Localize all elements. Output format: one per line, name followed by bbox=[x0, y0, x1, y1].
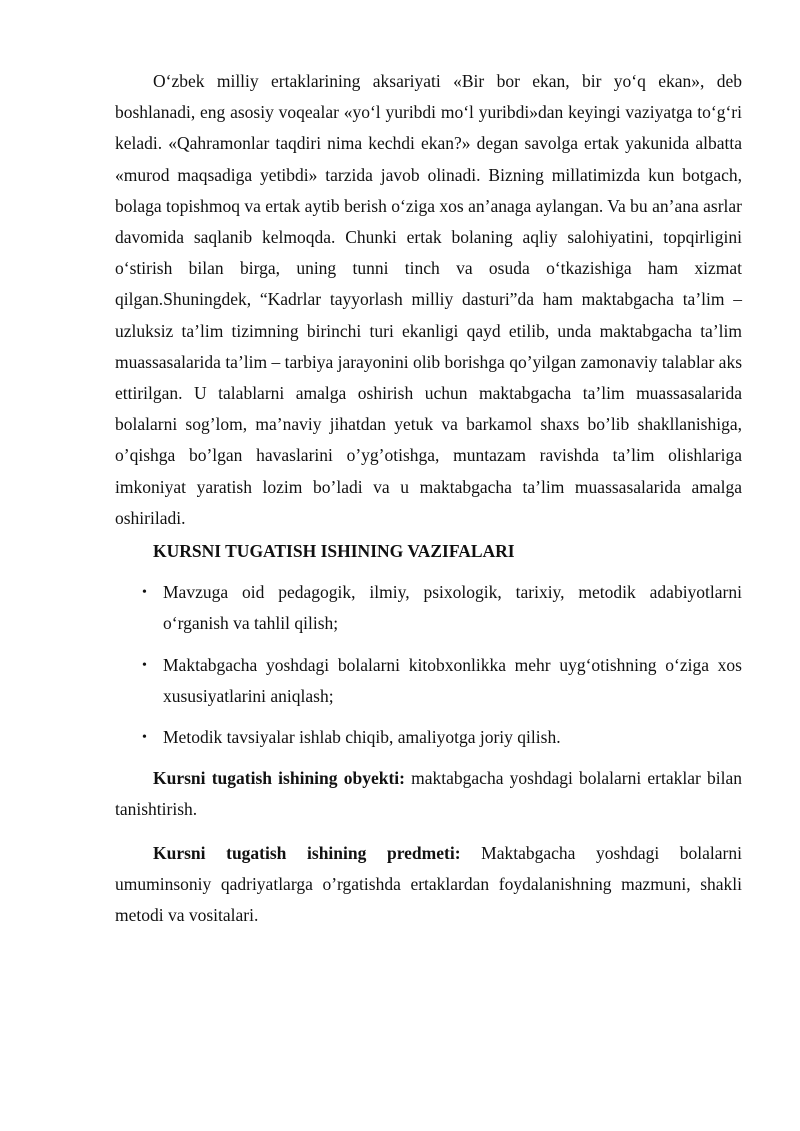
bullet-icon: • bbox=[142, 730, 147, 746]
tasks-list bbox=[115, 577, 742, 753]
list-item bbox=[115, 722, 742, 753]
task-text: Mavzuga oid pedagogik, ilmiy, psixologik, tarixiy, metodik adabiyotlarni o‘rganish va tahlil qilish; bbox=[163, 582, 742, 634]
list-item bbox=[115, 650, 742, 712]
intro-paragraph: O‘zbek milliy ertaklarining aksariyati «Bir bor ekan, bir yo‘q ekan», deb boshlanadi, eng asosiy voqealar «yo‘l yuribdi mo‘l yuribdi»dan keyingi vaziyatga to‘g‘ri keladi. «Qahramonlar taqdiri nima kechdi ekan?» degan savolga ertak yakunida albatta «murod maqsadiga yetibdi» tarzida javob olinadi. Bizning millatimizda kun botgach, bolaga topishmoq va ertak aytib berish o‘ziga xos an’anaga aylangan. Va bu an’ana asrlar davomida saqlanib kelmoqda. Chunki ertak bolaning aqliy salohiyatini, topqirligini o‘stirish bilan birga, uning tunni tinch va osuda o‘tkazishiga ham xizmat qilgan.Shuningdek, “Kadrlar tayyorlash milliy dasturi”da ham maktabgacha ta’lim – uzluksiz ta’lim tizimning birinchi turi ekanligi qayd etilib, unda maktabgacha ta’lim muassasalarida ta’lim – tarbiya jarayonini olib borishga qo’yilgan zamonaviy talablar aks ettirilgan. U talablarni amalga oshirish uchun maktabgacha ta’lim muassasalarida bolalarni sog’lom, ma’naviy jihatdan yetuk va barkamol shaxs bo’lib shakllanishiga, o’qishga bo’lgan havaslarini o’yg’otishga, muntazam ravishda ta’lim olishlariga imkoniyat yaratish lozim bo’ladi va u maktabgacha ta’lim muassasalarida amalga oshiriladi. bbox=[115, 71, 742, 528]
object-paragraph bbox=[115, 763, 742, 825]
subject-text: Maktabgacha yoshdagi bolalarni umuminsoniy qadriyatlarga o’rgatishda ertaklardan foydalanishning mazmuni, shakli metodi va vositalari. bbox=[115, 842, 742, 926]
subject-label: Kursni tugatish ishining predmeti: bbox=[153, 842, 461, 863]
bullet-icon: • bbox=[142, 585, 147, 601]
object-label: Kursni tugatish ishining obyekti: bbox=[153, 768, 405, 789]
object-text: maktabgacha yoshdagi bolalarni ertaklar bilan tanishtirish. bbox=[115, 768, 743, 820]
subject-paragraph bbox=[115, 838, 742, 932]
bullet-icon: • bbox=[142, 657, 147, 673]
list-item bbox=[115, 577, 742, 639]
tasks-heading: KURSNI TUGATISH ISHINING VAZIFALARI bbox=[153, 541, 515, 562]
task-text: Maktabgacha yoshdagi bolalarni kitobxonlikka mehr uyg‘otishning o‘ziga xos xususiyatlarini aniqlash; bbox=[163, 654, 742, 706]
task-text: Metodik tavsiyalar ishlab chiqib, amaliyotga joriy qilish. bbox=[163, 727, 561, 748]
